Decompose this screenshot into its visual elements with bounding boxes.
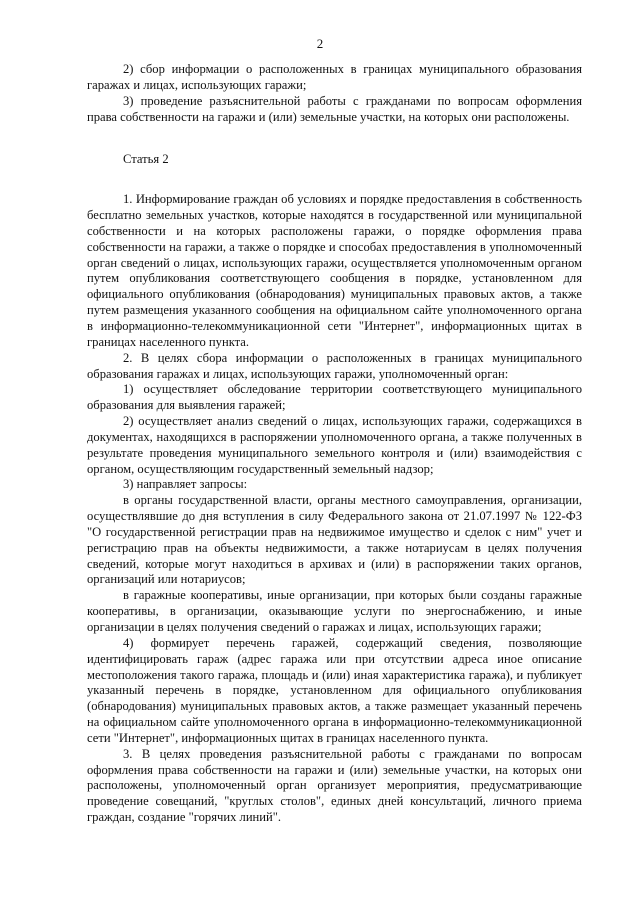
paragraph-article-2-part-3: 3. В целях проведения разъяснительной работы с гражданами по вопросам оформления права собственности на гаражи и (или) земельные участки, на которых они расположены, уполномоченный орган организует мероприятия, предусматривающие проведение совещаний, "круглых столов", единых дней консультаций, личного приема граждан, создание "горячих линий". xyxy=(87,746,582,825)
paragraph-item-2: 2) сбор информации о расположенных в границах муниципального образования гаражах и лицах, использующих гаражи; xyxy=(87,62,582,92)
paragraph-article-2-part-1: 1. Информирование граждан об условиях и порядке предоставления в собственность бесплатно земельных участков, которые находятся в государственной или муниципальной собственности и на которых расположены гаражи, о порядке оформления права собственности на гаражи, а также о порядке и способах предоставления в уполномоченный орган сведений о лицах, использующих гаражи, осуществляется уполномоченным органом путем опубликования соответствующего сообщения в порядке, установленном для официального опубликования (обнародования) муниципальных правовых актов, а также путем размещения указанного сообщения на официальном сайте уполномоченного органа в информационно-телекоммуникационной сети "Интернет", информационных щитах в границах населенного пункта. xyxy=(87,192,582,349)
document-body xyxy=(87,62,582,826)
article-heading: Статья 2 xyxy=(123,152,169,167)
paragraph-survey-territory: 1) осуществляет обследование территории соответствующего муниципального образования для выявления гаражей; xyxy=(87,382,582,413)
paragraph-send-requests: 3) направляет запросы: xyxy=(123,477,248,492)
paragraph-article-2-part-2: 2. В целях сбора информации о расположенных в границах муниципального образования гаражах и лицах, использующих гаражи, уполномоченный орган: xyxy=(87,350,582,381)
paragraph-item-3: 3) проведение разъяснительной работы с гражданами по вопросам оформления права собственности на гаражи и (или) земельные участки, на которых они расположены. xyxy=(87,93,582,124)
paragraph-requests-cooperatives: в гаражные кооперативы, иные организации, при которых были созданы гаражные кооперативы, в организации, оказывающие услуги по энергоснабжению, и иные организации в целях получения сведений о гаражах и лицах, использующих гаражи; xyxy=(87,588,582,634)
paragraph-garage-list: 4) формирует перечень гаражей, содержащий сведения, позволяющие идентифицировать гараж (адрес гаража или при отсутствии адреса иное описание местоположения такого гаража, площадь и (или) иная характеристика гаража), и публикует указанный перечень в порядке, установленном для официального опубликования (обнародования) муниципальных правовых актов, а также размещает указанный перечень на официальном сайте уполномоченного органа в информационно-телекоммуникационной сети "Интернет", информационных щитах в границах населенного пункта. xyxy=(87,635,582,745)
paragraph-analyze-records: 2) осуществляет анализ сведений о лицах, использующих гаражи, содержащихся в документах, находящихся в распоряжении уполномоченного органа, а также полученных в результате проведения муниципального земельного контроля и (или) взаимодействия с органом, осуществляющим государственный земельный надзор; xyxy=(87,414,582,476)
page-number: 2 xyxy=(316,36,324,51)
paragraph-requests-authorities: в органы государственной власти, органы местного самоуправления, организации, осуществлявшие до дня вступления в силу Федерального закона от 21.07.1997 № 122-ФЗ "О государственной регистрации прав на недвижимое имущество и сделок с ним" учет и регистрацию прав на объекты недвижимости, а также нотариусам в целях получения сведений, которые могут находиться в архивах и (или) в распоряжении таких органов, организаций или нотариусов; xyxy=(87,493,582,587)
